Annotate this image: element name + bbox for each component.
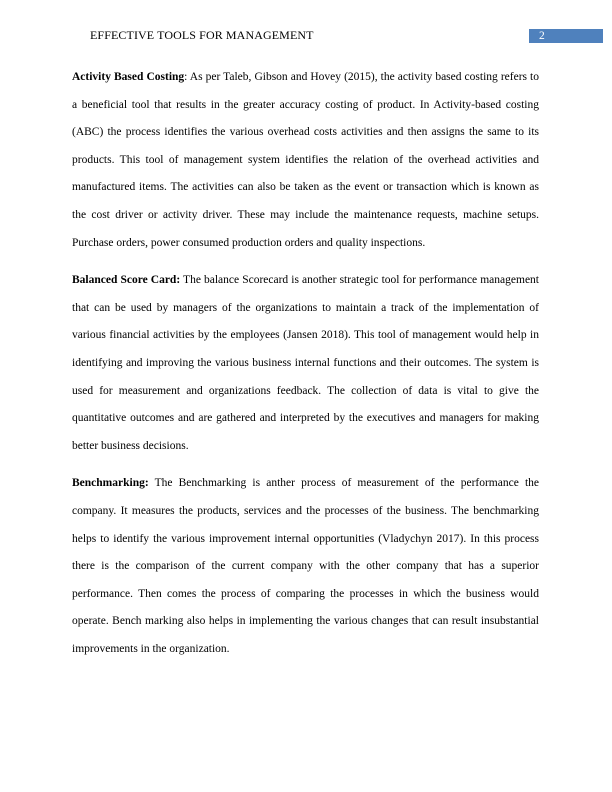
running-head: EFFECTIVE TOOLS FOR MANAGEMENT bbox=[90, 28, 314, 42]
paragraph-text: The Benchmarking is anther process of measurement of the performance the company. It measures the products, services and the processes of the business. The benchmarking helps to identify the various improvement internal opportunities (Vladychyn 2017). In this process there is the comparison of the current company with the other company that has a superior performance. Then comes the process of comparing the processes in which the business would operate. Bench marking also helps in implementing the various changes that can result insubstantial improvements in the organization. bbox=[72, 477, 539, 655]
paragraph-balanced-score-card bbox=[72, 267, 539, 460]
paragraph-heading: Balanced Score Card: bbox=[72, 274, 181, 287]
paragraph-benchmarking bbox=[72, 470, 539, 663]
paragraph-text: : As per Taleb, Gibson and Hovey (2015), the activity based costing refers to a beneficial tool that results in the greater accuracy costing of product. In Activity-based costing (ABC) the process identifies the various overhead costs activities and then assigns the same to its products. This tool of management system identifies the relation of the overhead activities and manufactured items. The activities can also be taken as the event or transaction which is known as the cost driver or activity driver. These may include the maintenance requests, machine setups. Purchase orders, power consumed production orders and quality inspections. bbox=[72, 71, 539, 249]
paragraph-activity-based-costing bbox=[72, 64, 539, 257]
page-number-box bbox=[529, 29, 603, 43]
paragraph-heading: Activity Based Costing bbox=[72, 71, 185, 83]
paragraph-text: The balance Scorecard is another strategic tool for performance management that can be used by managers of the organizations to maintain a track of the implementation of various financial activities by the employees (Jansen 2018). This tool of management would help in identifying and improving the various business internal functions and their outcomes. The system is used for measurement and organizations feedback. The collection of data is vital to give the quantitative outcomes and are gathered and interpreted by the executives and managers for making better business decisions. bbox=[72, 274, 539, 452]
page-number: 2 bbox=[539, 30, 545, 42]
paragraph-heading: Benchmarking: bbox=[72, 477, 149, 490]
document-body bbox=[72, 64, 539, 673]
